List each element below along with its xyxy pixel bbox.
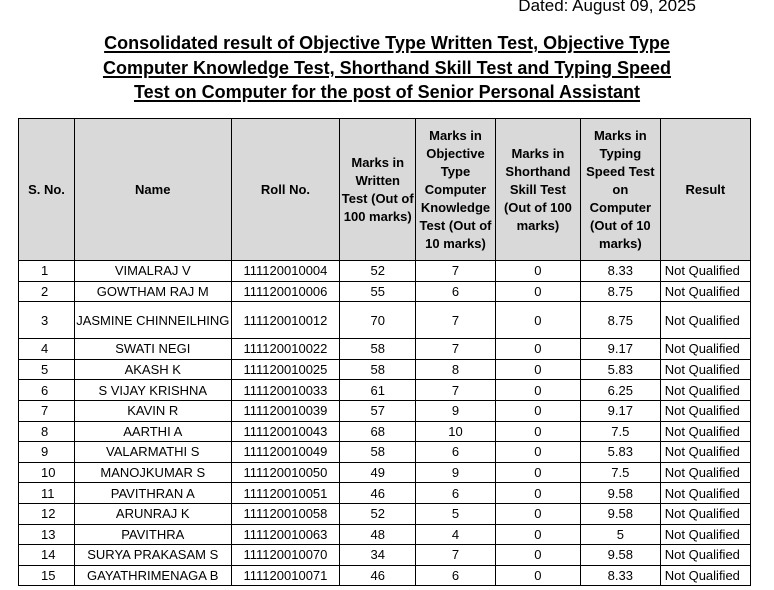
- result-cell: Not Qualified: [660, 261, 750, 282]
- name-cell: PAVITHRAN A: [74, 483, 231, 504]
- roll-number-cell: 111120010033: [231, 380, 340, 401]
- computer-knowledge-cell: 6: [416, 281, 496, 302]
- typing-speed-cell: 8.75: [580, 302, 660, 339]
- written-test-cell: 58: [340, 339, 416, 360]
- serial-number-cell: 9: [19, 442, 75, 463]
- roll-number-cell: 111120010051: [231, 483, 340, 504]
- computer-knowledge-cell: 7: [416, 302, 496, 339]
- shorthand-cell: 0: [495, 281, 580, 302]
- header-roll-number: Roll No.: [231, 119, 340, 261]
- name-cell: SURYA PRAKASAM S: [74, 545, 231, 566]
- computer-knowledge-cell: 6: [416, 483, 496, 504]
- shorthand-cell: 0: [495, 524, 580, 545]
- name-cell: VALARMATHI S: [74, 442, 231, 463]
- computer-knowledge-cell: 7: [416, 261, 496, 282]
- name-cell: GAYATHRIMENAGA B: [74, 565, 231, 586]
- shorthand-cell: 0: [495, 462, 580, 483]
- written-test-cell: 58: [340, 359, 416, 380]
- written-test-cell: 52: [340, 503, 416, 524]
- table-row: [19, 442, 751, 463]
- serial-number-cell: 10: [19, 462, 75, 483]
- shorthand-cell: 0: [495, 545, 580, 566]
- table-row: [19, 281, 751, 302]
- serial-number-cell: 1: [19, 261, 75, 282]
- shorthand-cell: 0: [495, 302, 580, 339]
- result-cell: Not Qualified: [660, 503, 750, 524]
- result-cell: Not Qualified: [660, 545, 750, 566]
- computer-knowledge-cell: 9: [416, 462, 496, 483]
- written-test-cell: 68: [340, 421, 416, 442]
- serial-number-cell: 14: [19, 545, 75, 566]
- typing-speed-cell: 9.58: [580, 503, 660, 524]
- written-test-cell: 57: [340, 400, 416, 421]
- roll-number-cell: 111120010070: [231, 545, 340, 566]
- name-cell: SWATI NEGI: [74, 339, 231, 360]
- table-row: [19, 302, 751, 339]
- roll-number-cell: 111120010049: [231, 442, 340, 463]
- computer-knowledge-cell: 4: [416, 524, 496, 545]
- table-row: [19, 565, 751, 586]
- name-cell: AKASH K: [74, 359, 231, 380]
- result-cell: Not Qualified: [660, 483, 750, 504]
- table-row: [19, 261, 751, 282]
- shorthand-cell: 0: [495, 380, 580, 401]
- header-serial-number: S. No.: [19, 119, 75, 261]
- computer-knowledge-cell: 9: [416, 400, 496, 421]
- computer-knowledge-cell: 8: [416, 359, 496, 380]
- computer-knowledge-cell: 10: [416, 421, 496, 442]
- typing-speed-cell: 9.17: [580, 339, 660, 360]
- title-line-3: Test on Computer for the post of Senior Personal Assistant: [133, 82, 641, 102]
- written-test-cell: 49: [340, 462, 416, 483]
- typing-speed-cell: 7.5: [580, 421, 660, 442]
- results-table: [18, 118, 751, 586]
- typing-speed-cell: 8.33: [580, 261, 660, 282]
- result-cell: Not Qualified: [660, 302, 750, 339]
- title-line-2: Computer Knowledge Test, Shorthand Skill Test and Typing Speed: [102, 57, 672, 78]
- header-computer-knowledge-marks: Marks in Objective Type Computer Knowledge Test (Out of 10 marks): [416, 119, 496, 261]
- shorthand-cell: 0: [495, 442, 580, 463]
- name-cell: GOWTHAM RAJ M: [74, 281, 231, 302]
- typing-speed-cell: 5.83: [580, 359, 660, 380]
- table-row: [19, 503, 751, 524]
- header-shorthand-skill-marks: Marks in Shorthand Skill Test (Out of 100 marks): [495, 119, 580, 261]
- written-test-cell: 70: [340, 302, 416, 339]
- roll-number-cell: 111120010050: [231, 462, 340, 483]
- roll-number-cell: 111120010058: [231, 503, 340, 524]
- serial-number-cell: 12: [19, 503, 75, 524]
- roll-number-cell: 111120010022: [231, 339, 340, 360]
- result-cell: Not Qualified: [660, 524, 750, 545]
- roll-number-cell: 111120010063: [231, 524, 340, 545]
- typing-speed-cell: 5: [580, 524, 660, 545]
- shorthand-cell: 0: [495, 503, 580, 524]
- table-row: [19, 483, 751, 504]
- table-row: [19, 462, 751, 483]
- table-row: [19, 421, 751, 442]
- roll-number-cell: 111120010004: [231, 261, 340, 282]
- written-test-cell: 48: [340, 524, 416, 545]
- written-test-cell: 46: [340, 483, 416, 504]
- result-cell: Not Qualified: [660, 281, 750, 302]
- typing-speed-cell: 8.75: [580, 281, 660, 302]
- serial-number-cell: 6: [19, 380, 75, 401]
- serial-number-cell: 13: [19, 524, 75, 545]
- header-result: Result: [660, 119, 750, 261]
- written-test-cell: 34: [340, 545, 416, 566]
- title-line-1: Consolidated result of Objective Type Written Test, Objective Type: [104, 33, 670, 53]
- roll-number-cell: 111120010012: [231, 302, 340, 339]
- table-row: [19, 359, 751, 380]
- typing-speed-cell: 7.5: [580, 462, 660, 483]
- computer-knowledge-cell: 7: [416, 545, 496, 566]
- shorthand-cell: 0: [495, 565, 580, 586]
- result-cell: Not Qualified: [660, 421, 750, 442]
- roll-number-cell: 111120010043: [231, 421, 340, 442]
- shorthand-cell: 0: [495, 261, 580, 282]
- shorthand-cell: 0: [495, 421, 580, 442]
- name-cell: KAVIN R: [74, 400, 231, 421]
- result-cell: Not Qualified: [660, 462, 750, 483]
- name-cell: MANOJKUMAR S: [74, 462, 231, 483]
- shorthand-cell: 0: [495, 359, 580, 380]
- result-cell: Not Qualified: [660, 400, 750, 421]
- name-cell: S VIJAY KRISHNA: [74, 380, 231, 401]
- computer-knowledge-cell: 6: [416, 442, 496, 463]
- results-table-body: [19, 261, 751, 586]
- computer-knowledge-cell: 5: [416, 503, 496, 524]
- computer-knowledge-cell: 6: [416, 565, 496, 586]
- serial-number-cell: 8: [19, 421, 75, 442]
- typing-speed-cell: 9.58: [580, 545, 660, 566]
- name-cell: PAVITHRA: [74, 524, 231, 545]
- serial-number-cell: 4: [19, 339, 75, 360]
- serial-number-cell: 11: [19, 483, 75, 504]
- name-cell: JASMINE CHINNEILHING: [74, 302, 231, 339]
- table-row: [19, 545, 751, 566]
- result-cell: Not Qualified: [660, 339, 750, 360]
- typing-speed-cell: 6.25: [580, 380, 660, 401]
- serial-number-cell: 2: [19, 281, 75, 302]
- table-row: [19, 400, 751, 421]
- shorthand-cell: 0: [495, 400, 580, 421]
- shorthand-cell: 0: [495, 483, 580, 504]
- serial-number-cell: 3: [19, 302, 75, 339]
- roll-number-cell: 111120010006: [231, 281, 340, 302]
- typing-speed-cell: 8.33: [580, 565, 660, 586]
- document-date: Dated: August 09, 2025: [518, 0, 696, 15]
- written-test-cell: 61: [340, 380, 416, 401]
- roll-number-cell: 111120010025: [231, 359, 340, 380]
- roll-number-cell: 111120010039: [231, 400, 340, 421]
- computer-knowledge-cell: 7: [416, 339, 496, 360]
- result-cell: Not Qualified: [660, 442, 750, 463]
- typing-speed-cell: 9.17: [580, 400, 660, 421]
- header-typing-speed-marks: Marks in Typing Speed Test on Computer (Out of 10 marks): [580, 119, 660, 261]
- name-cell: ARUNRAJ K: [74, 503, 231, 524]
- table-row: [19, 380, 751, 401]
- table-row: [19, 524, 751, 545]
- written-test-cell: 46: [340, 565, 416, 586]
- shorthand-cell: 0: [495, 339, 580, 360]
- typing-speed-cell: 5.83: [580, 442, 660, 463]
- serial-number-cell: 5: [19, 359, 75, 380]
- header-name: Name: [74, 119, 231, 261]
- written-test-cell: 55: [340, 281, 416, 302]
- typing-speed-cell: 9.58: [580, 483, 660, 504]
- header-written-test-marks: Marks in Written Test (Out of 100 marks): [340, 119, 416, 261]
- serial-number-cell: 7: [19, 400, 75, 421]
- table-header-row: [19, 119, 751, 261]
- written-test-cell: 58: [340, 442, 416, 463]
- written-test-cell: 52: [340, 261, 416, 282]
- name-cell: VIMALRAJ V: [74, 261, 231, 282]
- result-cell: Not Qualified: [660, 380, 750, 401]
- roll-number-cell: 111120010071: [231, 565, 340, 586]
- name-cell: AARTHI A: [74, 421, 231, 442]
- result-cell: Not Qualified: [660, 359, 750, 380]
- computer-knowledge-cell: 7: [416, 380, 496, 401]
- document-title: [0, 31, 774, 105]
- serial-number-cell: 15: [19, 565, 75, 586]
- table-row: [19, 339, 751, 360]
- result-cell: Not Qualified: [660, 565, 750, 586]
